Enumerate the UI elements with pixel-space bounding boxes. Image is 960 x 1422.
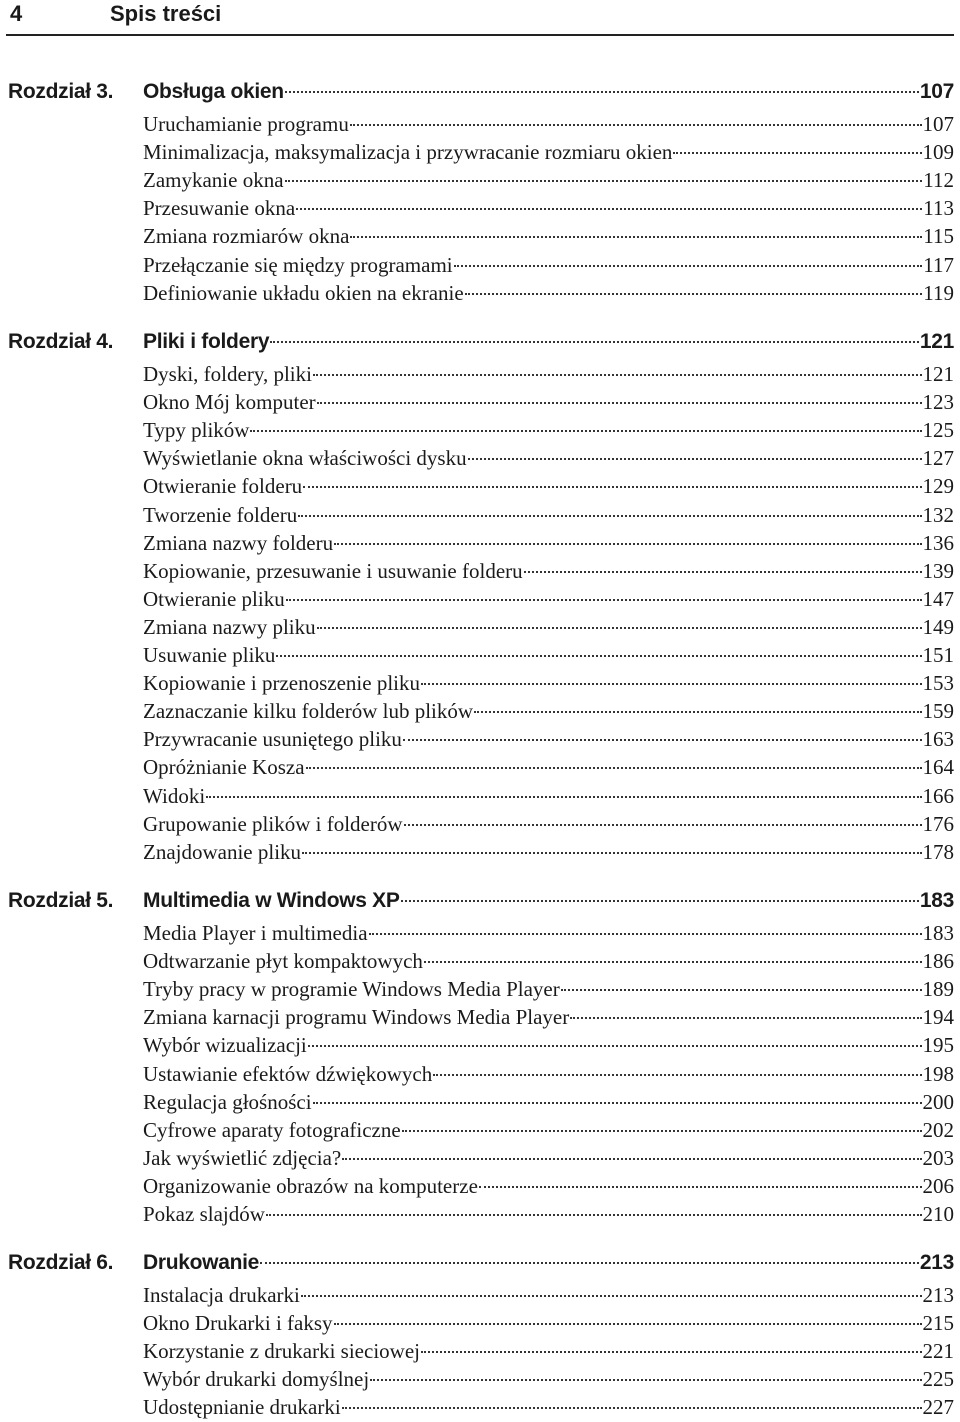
chapter-title: Obsługa okien — [143, 80, 284, 103]
entry-page-number: 215 — [922, 1311, 954, 1336]
entry-title: Wybór wizualizacji — [143, 1033, 307, 1058]
entry-title: Znajdowanie pliku — [143, 839, 302, 864]
toc-entry[interactable] — [143, 919, 954, 947]
entry-title: Okno Drukarki i faksy — [143, 1311, 333, 1336]
entry-title: Instalacja drukarki — [143, 1283, 300, 1307]
toc-entry[interactable] — [143, 669, 954, 697]
dot-leader — [350, 124, 922, 126]
dot-leader — [524, 571, 922, 573]
entry-page-number: 202 — [922, 1117, 954, 1142]
entry-page-number: 194 — [922, 1005, 954, 1030]
toc-entry[interactable] — [143, 1003, 954, 1031]
entry-page-number: 149 — [922, 614, 954, 639]
dot-leader — [369, 933, 922, 935]
dot-leader — [317, 402, 922, 404]
entry-page-number: 139 — [922, 558, 954, 583]
dot-leader — [433, 1074, 921, 1076]
chapter-page-number: 213 — [919, 1251, 954, 1274]
dot-leader — [308, 1045, 922, 1047]
entry-page-number: 227 — [922, 1395, 954, 1420]
dot-leader — [302, 852, 921, 854]
dot-leader — [424, 961, 922, 963]
toc-entry[interactable] — [143, 166, 954, 194]
entry-title: Odtwarzanie płyt kompaktowych — [143, 949, 423, 974]
dot-leader — [298, 515, 921, 517]
entry-page-number: 123 — [922, 390, 954, 415]
entry-page-number: 121 — [922, 362, 954, 386]
entry-page-number: 113 — [923, 196, 954, 221]
toc-entry[interactable] — [143, 444, 954, 472]
entry-title: Przesuwanie okna — [143, 196, 296, 221]
entry-title: Cyfrowe aparaty fotograficzne — [143, 1117, 401, 1142]
toc-entry[interactable] — [143, 1337, 954, 1365]
toc-entry[interactable] — [143, 557, 954, 585]
entry-page-number: 153 — [922, 671, 954, 696]
dot-leader — [266, 1214, 922, 1216]
toc-entry[interactable] — [143, 222, 954, 250]
entry-page-number: 176 — [922, 811, 954, 836]
toc-entry[interactable] — [143, 697, 954, 725]
chapter-heading[interactable] — [0, 886, 960, 916]
entry-title: Jak wyświetlić zdjęcia? — [143, 1145, 342, 1170]
dot-leader — [313, 374, 922, 376]
dot-leader — [342, 1407, 922, 1409]
dot-leader — [403, 739, 922, 741]
dot-leader — [479, 1186, 922, 1188]
entry-page-number: 115 — [923, 224, 954, 249]
dot-leader — [260, 1262, 919, 1264]
toc-entry[interactable] — [143, 279, 954, 307]
entry-title: Kopiowanie i przenoszenie pliku — [143, 671, 420, 696]
toc-entry[interactable] — [143, 251, 954, 279]
toc-entry[interactable] — [143, 1309, 954, 1337]
chapter-line — [143, 327, 954, 357]
entry-page-number: 109 — [922, 140, 954, 165]
dot-leader — [313, 1102, 922, 1104]
chapter-title: Pliki i foldery — [143, 330, 270, 353]
toc-entry[interactable] — [143, 1116, 954, 1144]
entry-title: Uruchamianie programu — [143, 112, 349, 136]
chapter-heading[interactable] — [0, 1248, 960, 1278]
entry-title: Przełączanie się między programami — [143, 252, 453, 277]
dot-leader — [250, 430, 921, 432]
toc-entry[interactable] — [143, 416, 954, 444]
entry-title: Zmiana nazwy pliku — [143, 614, 316, 639]
toc-entry[interactable] — [143, 1144, 954, 1172]
dot-leader — [286, 599, 922, 601]
toc-entry[interactable] — [143, 1060, 954, 1088]
toc-entry[interactable] — [143, 360, 954, 388]
entry-title: Otwieranie folderu — [143, 474, 303, 499]
toc-entry[interactable] — [143, 529, 954, 557]
entry-page-number: 119 — [923, 280, 954, 305]
toc-entry[interactable] — [143, 110, 954, 138]
entry-title: Wyświetlanie okna właściwości dysku — [143, 446, 467, 471]
toc-entry[interactable] — [143, 753, 954, 781]
entry-page-number: 198 — [922, 1061, 954, 1086]
dot-leader — [285, 91, 919, 93]
dot-leader — [454, 265, 923, 267]
toc-entry[interactable] — [143, 1172, 954, 1200]
dot-leader — [673, 152, 921, 154]
dot-leader — [342, 1158, 921, 1160]
dot-leader — [401, 900, 919, 902]
toc-entry[interactable] — [143, 1365, 954, 1393]
entry-title: Wybór drukarki domyślnej — [143, 1367, 370, 1392]
entry-title: Pokaz slajdów — [143, 1202, 265, 1226]
toc-entry[interactable] — [143, 838, 954, 866]
toc-entry[interactable] — [143, 472, 954, 500]
entry-page-number: 206 — [922, 1173, 954, 1198]
entry-page-number: 178 — [922, 839, 954, 864]
entry-page-number: 127 — [922, 446, 954, 471]
entry-page-number: 225 — [922, 1367, 954, 1392]
dot-leader — [561, 989, 922, 991]
page-header — [6, 0, 954, 36]
entry-title: Typy plików — [143, 418, 250, 443]
entry-title: Regulacja głośności — [143, 1089, 312, 1114]
entry-title: Dyski, foldery, pliki — [143, 362, 312, 386]
entry-title: Usuwanie pliku — [143, 643, 276, 667]
toc-entry[interactable] — [143, 1031, 954, 1059]
entry-page-number: 189 — [922, 977, 954, 1002]
entry-title: Korzystanie z drukarki sieciowej — [143, 1339, 420, 1364]
entry-page-number: 213 — [922, 1283, 954, 1307]
toc-entry[interactable] — [143, 1200, 954, 1228]
dot-leader — [334, 1323, 922, 1325]
entry-page-number: 163 — [922, 727, 954, 752]
page-number: 4 — [10, 1, 23, 26]
entry-title: Przywracanie usuniętego pliku — [143, 727, 402, 752]
dot-leader — [421, 1351, 922, 1353]
dot-leader — [301, 1295, 922, 1297]
entry-title: Zmiana karnacji programu Windows Media Player — [143, 1005, 570, 1030]
toc-entry[interactable] — [143, 975, 954, 1003]
dot-leader — [570, 1017, 921, 1019]
toc-entry[interactable] — [143, 641, 954, 669]
dot-leader — [317, 627, 922, 629]
dot-leader — [270, 341, 919, 343]
dot-leader — [285, 180, 923, 182]
entry-title: Definiowanie układu okien na ekranie — [143, 280, 464, 305]
header-title: Spis treści — [110, 1, 222, 26]
entry-title: Kopiowanie, przesuwanie i usuwanie folderu — [143, 558, 523, 583]
dot-leader — [206, 796, 921, 798]
entry-title: Grupowanie plików i folderów — [143, 811, 403, 836]
entry-title: Zmiana rozmiarów okna — [143, 224, 350, 249]
entry-page-number: 164 — [922, 755, 954, 780]
entry-page-number: 183 — [922, 921, 954, 945]
toc-entry[interactable] — [143, 1088, 954, 1116]
dot-leader — [421, 683, 922, 685]
chapter-heading[interactable] — [0, 77, 960, 107]
entry-page-number: 210 — [922, 1202, 954, 1226]
entry-page-number: 112 — [923, 168, 954, 193]
entry-title: Zaznaczanie kilku folderów lub plików — [143, 699, 474, 724]
entry-page-number: 203 — [922, 1145, 954, 1170]
chapter-title: Multimedia w Windows XP — [143, 889, 400, 912]
entry-page-number: 221 — [922, 1339, 954, 1364]
dot-leader — [303, 486, 921, 488]
chapter-label: Rozdział 5. — [8, 889, 114, 912]
entry-title: Udostępnianie drukarki — [143, 1395, 341, 1420]
chapter-label: Rozdział 3. — [8, 80, 114, 103]
chapter-heading[interactable] — [0, 327, 960, 357]
entry-page-number: 166 — [922, 783, 954, 808]
toc-entry[interactable] — [143, 782, 954, 810]
dot-leader — [350, 236, 922, 238]
chapter-title: Drukowanie — [143, 1251, 260, 1274]
entry-page-number: 136 — [922, 530, 954, 555]
entry-title: Ustawianie efektów dźwiękowych — [143, 1061, 433, 1086]
chapter-page-number: 183 — [919, 889, 954, 912]
toc-entry[interactable] — [143, 810, 954, 838]
dot-leader — [334, 543, 921, 545]
toc-entry[interactable] — [143, 138, 954, 166]
chapter-label: Rozdział 6. — [8, 1251, 114, 1274]
toc-entry[interactable] — [143, 1393, 954, 1421]
chapter-line — [143, 1248, 954, 1278]
entry-title: Opróżnianie Kosza — [143, 755, 305, 780]
entry-page-number: 200 — [922, 1089, 954, 1114]
dot-leader — [276, 655, 921, 657]
chapter-page-number: 121 — [919, 330, 954, 353]
dot-leader — [465, 293, 923, 295]
entry-title: Okno Mój komputer — [143, 390, 316, 415]
toc-entry[interactable] — [143, 585, 954, 613]
toc-entry[interactable] — [143, 501, 954, 529]
entry-page-number: 147 — [922, 586, 954, 611]
entry-title: Otwieranie pliku — [143, 586, 285, 611]
dot-leader — [468, 458, 922, 460]
dot-leader — [296, 208, 922, 210]
chapter-page-number: 107 — [919, 80, 954, 103]
toc-entry[interactable] — [143, 947, 954, 975]
entry-title: Minimalizacja, maksymalizacja i przywracanie rozmiaru okien — [143, 140, 673, 165]
chapter-line — [143, 77, 954, 107]
dot-leader — [306, 767, 922, 769]
entry-page-number: 117 — [923, 252, 954, 277]
toc-entry[interactable] — [143, 1281, 954, 1309]
chapter-line — [143, 886, 954, 916]
toc-entry[interactable] — [143, 194, 954, 222]
entry-page-number: 132 — [922, 502, 954, 527]
toc-entry[interactable] — [143, 613, 954, 641]
entry-page-number: 107 — [922, 112, 954, 136]
toc-entry[interactable] — [143, 388, 954, 416]
entry-title: Organizowanie obrazów na komputerze — [143, 1173, 478, 1198]
toc-entry[interactable] — [143, 725, 954, 753]
entry-page-number: 159 — [922, 699, 954, 724]
entry-title: Tryby pracy w programie Windows Media Player — [143, 977, 560, 1002]
entry-title: Widoki — [143, 783, 206, 808]
entry-title: Media Player i multimedia — [143, 921, 368, 945]
entry-page-number: 151 — [922, 643, 954, 667]
entry-title: Zamykanie okna — [143, 168, 284, 193]
entry-title: Zmiana nazwy folderu — [143, 530, 334, 555]
dot-leader — [370, 1379, 921, 1381]
dot-leader — [404, 824, 922, 826]
entry-page-number: 129 — [922, 474, 954, 499]
chapter-label: Rozdział 4. — [8, 330, 114, 353]
dot-leader — [402, 1130, 922, 1132]
entry-page-number: 195 — [922, 1033, 954, 1058]
entry-page-number: 125 — [922, 418, 954, 443]
entry-title: Tworzenie folderu — [143, 502, 298, 527]
dot-leader — [474, 711, 921, 713]
entry-page-number: 186 — [922, 949, 954, 974]
